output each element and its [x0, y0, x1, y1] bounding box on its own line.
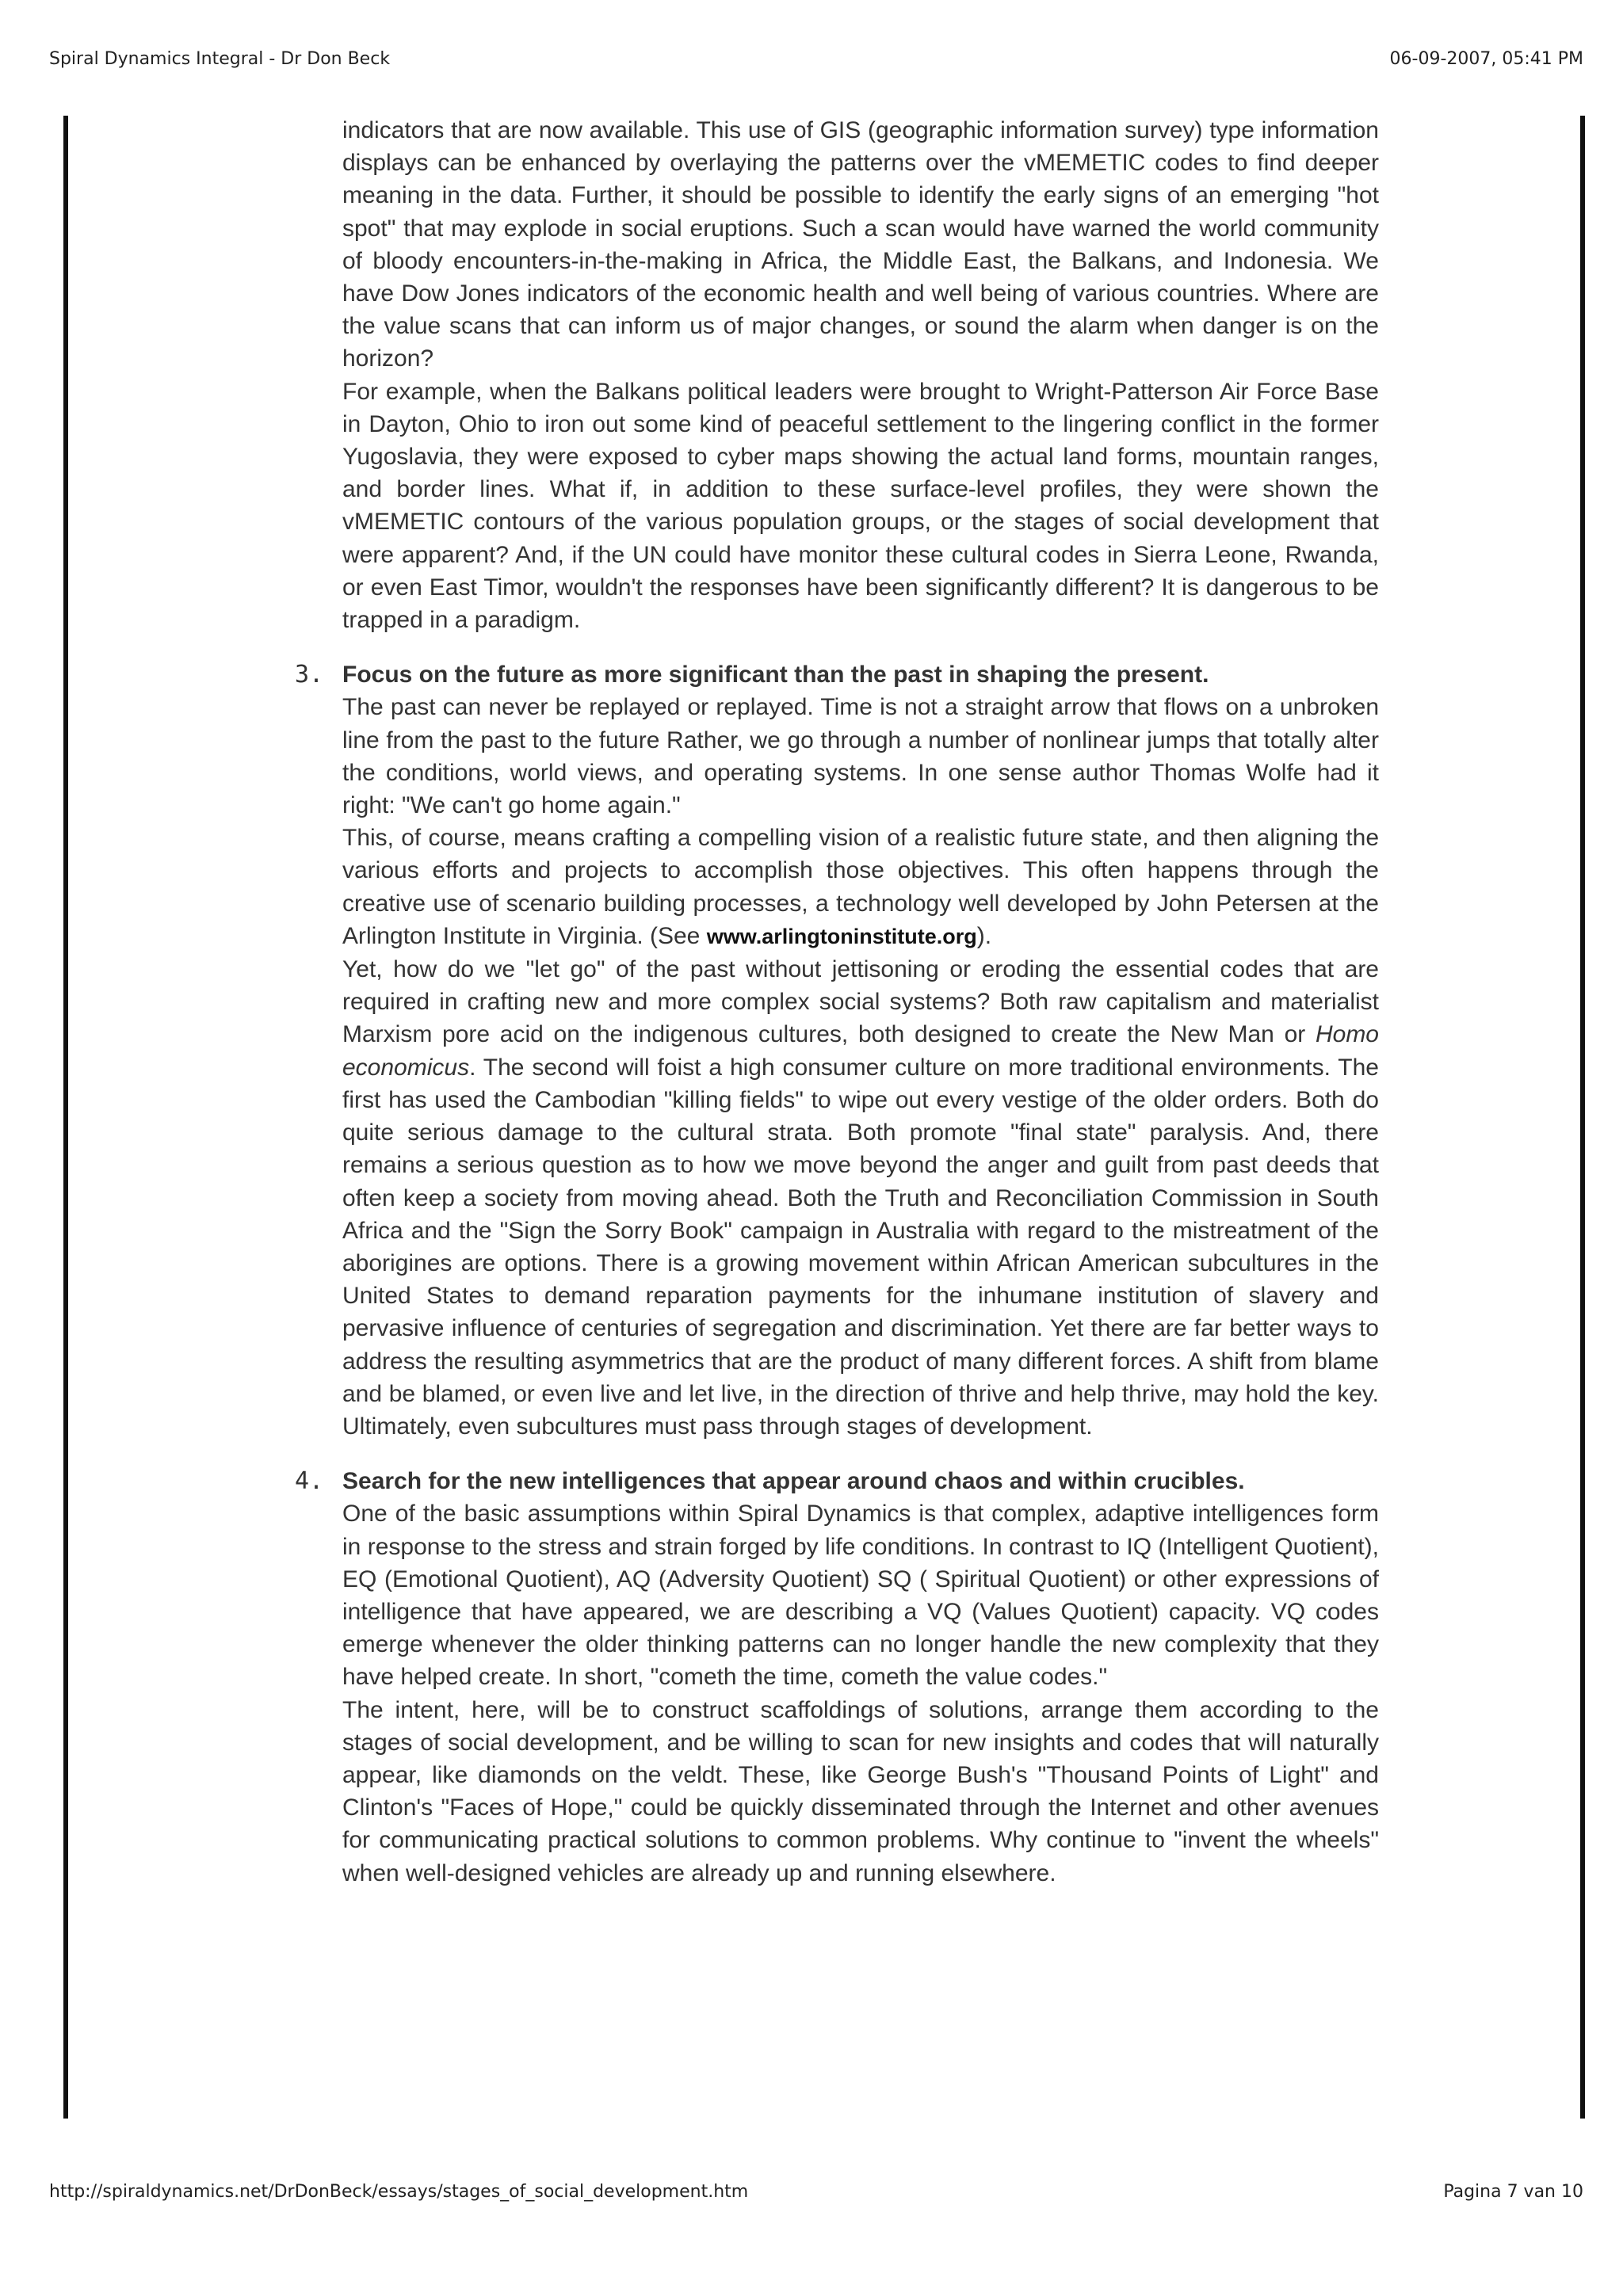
- intro-paragraph-2: For example, when the Balkans political leaders were brought to Wright-Patterson Air Force Base in Dayton, Ohio to iron out some kind of peaceful settlement to the lingering conflict in the former Yugoslavia, they were exposed to cyber maps showing the actual land forms, mountain ranges, and border lines. What if, in addition to these surface-level profiles, they were shown the vMEMETIC contours of the various population groups, or the stages of social development that were apparent? And, if the UN could have monitor these cultural codes in Sierra Leone, Rwanda, or even East Timor, wouldn't the responses have been significantly different? It is dangerous to be trapped in a paradigm.: [342, 378, 1379, 634]
- item-3-paragraph-1: The past can never be replayed or replayed. Time is not a straight arrow that flows on a unbroken line from the past to the future Rather, we go through a number of nonlinear jumps that totally alter the conditions, world views, and operating systems. In one sense author Thomas Wolfe had it right: "We can't go home again.": [342, 694, 1379, 819]
- list-item-3: [295, 658, 1379, 1443]
- item-4-title: Search for the new intelligences that appear around chaos and within crucibles.: [342, 1468, 1245, 1495]
- item-3-paragraph-3: [342, 953, 1379, 1443]
- item-3-paragraph-3-start: Yet, how do we "let go" of the past without jettisoning or eroding the essential codes that are required in crafting new and more complex social systems? Both raw capitalism and materialist Marxism pore acid on the indigenous cultures, both designed to create the New Man or: [342, 956, 1379, 1048]
- list-item-4: [295, 1465, 1379, 1890]
- homo-economicus-emphasis: Homo economicus: [342, 1021, 1379, 1081]
- right-border-bar: [1580, 116, 1585, 2119]
- list-number-3: 3.: [295, 661, 324, 689]
- item-3-title: Focus on the future as more significant than the past in shaping the present.: [342, 662, 1209, 688]
- arlington-institute-link[interactable]: www.arlingtoninstitute.org: [706, 924, 977, 948]
- item-3-paragraph-2: [342, 822, 1379, 953]
- item-4-paragraph-1: One of the basic assumptions within Spiral Dynamics is that complex, adaptive intelligences form in response to the stress and strain forged by life conditions. In contrast to IQ (Intelligent Quotient), EQ (Emotional Quotient), AQ (Adversity Quotient) SQ ( Spiritual Quotient) or other expressions of intelligence that have appeared, we are describing a VQ (Values Quotient) capacity. VQ codes emerge whenever the older thinking patterns can no longer handle the new complexity that they have helped create. In short, "cometh the time, cometh the value codes.": [342, 1501, 1379, 1691]
- item-4-paragraph-2: The intent, here, will be to construct scaffoldings of solutions, arrange them according to the stages of social development, and be willing to scan for new insights and codes that will naturally appear, like diamonds on the veldt. These, like George Bush's "Thousand Points of Light" and Clinton's "Faces of Hope," could be quickly disseminated through the Internet and other avenues for communicating practical solutions to common problems. Why continue to "invent the wheels" when well-designed vehicles are already up and running elsewhere.: [342, 1696, 1379, 1886]
- item-3-paragraph-2-text: This, of course, means crafting a compelling vision of a realistic future state, and then aligning the various efforts and projects to accomplish those objectives. This often happens through the creative use of scenario building processes, a technology well developed by John Petersen at the Arlington Institute in Virginia. (See: [342, 825, 1379, 949]
- header-title: Spiral Dynamics Integral - Dr Don Beck: [49, 49, 391, 69]
- intro-paragraph-1: indicators that are now available. This use of GIS (geographic information survey) type information displays can be enhanced by overlaying the patterns over the vMEMETIC codes to find deeper meaning in the data. Further, it should be possible to identify the early signs of an emerging "hot spot" that may explode in social eruptions. Such a scan would have warned the world community of bloody encounters-in-the-making in Africa, the Middle East, the Balkans, and Indonesia. We have Dow Jones indicators of the economic health and well being of various countries. Where are the value scans that can inform us of major changes, or sound the alarm when danger is on the horizon?: [342, 117, 1379, 372]
- list-number-4: 4.: [295, 1467, 324, 1496]
- header-datetime: 06-09-2007, 05:41 PM: [1389, 49, 1583, 69]
- article-body: [295, 114, 1379, 1890]
- item-3-paragraph-2-end: ).: [976, 922, 992, 949]
- item-3-paragraph-3-rest: . The second will foist a high consumer culture on more traditional environments. The first has used the Cambodian "killing fields" to wipe out every vestige of the older orders. Both do quite serious damage to the cultural strata. Both promote "final state" paralysis. And, there remains a serious question as to how we move beyond the anger and guilt from past deeds that often keep a society from moving ahead. Both the Truth and Reconciliation Commission in South Africa and the "Sign the Sorry Book" campaign in Australia with regard to the mistreatment of the aborigines are options. There is a growing movement within African American subcultures in the United States to demand reparation payments for the inhumane institution of slavery and pervasive influence of centuries of segregation and discrimination. Yet there are far better ways to address the resulting asymmetrics that are the product of many different forces. A shift from blame and be blamed, or even live and let live, in the direction of thrive and help thrive, may hold the key. Ultimately, even subcultures must pass through stages of development.: [342, 1054, 1379, 1440]
- footer-url: http://spiraldynamics.net/DrDonBeck/essays/stages_of_social_development.htm: [49, 2182, 749, 2202]
- footer-page-number: Pagina 7 van 10: [1443, 2182, 1583, 2202]
- left-border-bar: [63, 116, 68, 2119]
